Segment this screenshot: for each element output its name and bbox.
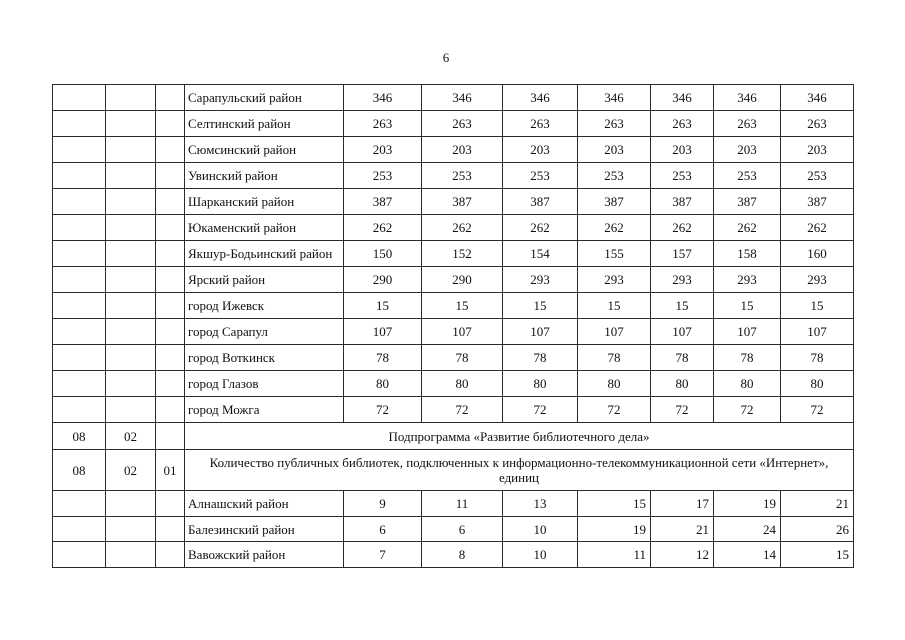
district-rows	[53, 85, 854, 423]
empty-code-cell	[53, 137, 106, 163]
value-cell: 15	[578, 491, 651, 517]
value-cell: 253	[781, 163, 854, 189]
value-cell: 253	[714, 163, 781, 189]
value-cell: 253	[578, 163, 651, 189]
value-cell: 263	[422, 111, 503, 137]
value-cell: 72	[651, 397, 714, 423]
value-cell: 80	[714, 371, 781, 397]
value-cell: 263	[651, 111, 714, 137]
value-cell: 155	[578, 241, 651, 267]
value-cell: 160	[781, 241, 854, 267]
empty-code-cell	[53, 163, 106, 189]
territory-name: Вавожский район	[185, 542, 344, 568]
value-cell: 387	[422, 189, 503, 215]
section-code: 08	[53, 450, 106, 491]
empty-code-cell	[53, 491, 106, 517]
table-row	[53, 491, 854, 517]
value-cell: 150	[344, 241, 422, 267]
table-row	[53, 397, 854, 423]
table-row	[53, 267, 854, 293]
empty-code-cell	[106, 189, 156, 215]
empty-code-cell	[106, 241, 156, 267]
section-code: 08	[53, 423, 106, 450]
empty-code-cell	[156, 397, 185, 423]
table-row	[53, 517, 854, 542]
empty-code-cell	[106, 215, 156, 241]
empty-code-cell	[156, 491, 185, 517]
value-cell: 80	[781, 371, 854, 397]
value-cell: 253	[503, 163, 578, 189]
value-cell: 203	[422, 137, 503, 163]
value-cell: 262	[714, 215, 781, 241]
empty-code-cell	[106, 319, 156, 345]
empty-code-cell	[156, 293, 185, 319]
value-cell: 72	[344, 397, 422, 423]
territory-name: Ярский район	[185, 267, 344, 293]
value-cell: 8	[422, 542, 503, 568]
table-row	[53, 319, 854, 345]
value-cell: 15	[578, 293, 651, 319]
value-cell: 6	[344, 517, 422, 542]
territory-name: Увинский район	[185, 163, 344, 189]
territory-name: Шарканский район	[185, 189, 344, 215]
value-cell: 78	[714, 345, 781, 371]
empty-code-cell	[106, 397, 156, 423]
indicator-value-rows	[53, 491, 854, 568]
value-cell: 346	[503, 85, 578, 111]
empty-code-cell	[53, 542, 106, 568]
territory-name: Сарапульский район	[185, 85, 344, 111]
value-cell: 387	[714, 189, 781, 215]
empty-code-cell	[106, 371, 156, 397]
value-cell: 11	[578, 542, 651, 568]
value-cell: 15	[781, 542, 854, 568]
value-cell: 78	[503, 345, 578, 371]
value-cell: 293	[651, 267, 714, 293]
value-cell: 72	[503, 397, 578, 423]
empty-code-cell	[156, 267, 185, 293]
value-cell: 346	[344, 85, 422, 111]
value-cell: 78	[781, 345, 854, 371]
value-cell: 107	[651, 319, 714, 345]
table-row	[53, 345, 854, 371]
value-cell: 10	[503, 517, 578, 542]
subprogram-section	[53, 423, 854, 491]
empty-code-cell	[53, 517, 106, 542]
indicator-code: 01	[156, 450, 185, 491]
value-cell: 387	[781, 189, 854, 215]
indicator-title	[185, 450, 854, 491]
subprogram-title: Подпрограмма «Развитие библиотечного дела»	[185, 423, 854, 450]
value-cell: 11	[422, 491, 503, 517]
value-cell: 107	[344, 319, 422, 345]
empty-code-cell	[156, 85, 185, 111]
value-cell: 293	[714, 267, 781, 293]
indicator-title-line: Количество публичных библиотек, подключенных к информационно-телекоммуникационной сети «Интернет»,	[209, 455, 829, 470]
value-cell: 154	[503, 241, 578, 267]
table-row	[53, 371, 854, 397]
value-cell: 107	[578, 319, 651, 345]
value-cell: 9	[344, 491, 422, 517]
value-cell: 13	[503, 491, 578, 517]
empty-code-cell	[106, 345, 156, 371]
value-cell: 203	[714, 137, 781, 163]
table-row	[53, 137, 854, 163]
subsection-code: 02	[106, 450, 156, 491]
value-cell: 293	[578, 267, 651, 293]
value-cell: 26	[781, 517, 854, 542]
empty-code-cell	[106, 293, 156, 319]
empty-code-cell	[156, 241, 185, 267]
empty-code-cell	[156, 163, 185, 189]
empty-code-cell	[156, 215, 185, 241]
empty-code-cell	[53, 241, 106, 267]
empty-code-cell	[156, 542, 185, 568]
value-cell: 80	[503, 371, 578, 397]
value-cell: 72	[714, 397, 781, 423]
value-cell: 203	[651, 137, 714, 163]
value-cell: 263	[503, 111, 578, 137]
empty-code-cell	[156, 517, 185, 542]
value-cell: 15	[651, 293, 714, 319]
value-cell: 15	[781, 293, 854, 319]
value-cell: 15	[344, 293, 422, 319]
value-cell: 80	[651, 371, 714, 397]
empty-code-cell	[106, 267, 156, 293]
value-cell: 78	[578, 345, 651, 371]
table-row	[53, 215, 854, 241]
territory-name: город Воткинск	[185, 345, 344, 371]
territory-name: город Ижевск	[185, 293, 344, 319]
empty-code-cell	[53, 345, 106, 371]
empty-code-cell	[106, 517, 156, 542]
territory-name: Алнашский район	[185, 491, 344, 517]
value-cell: 6	[422, 517, 503, 542]
territory-name: Якшур-Бодьинский район	[185, 241, 344, 267]
table-row	[53, 542, 854, 568]
empty-code-cell	[156, 371, 185, 397]
value-cell: 203	[344, 137, 422, 163]
empty-code-cell	[53, 319, 106, 345]
value-cell: 78	[422, 345, 503, 371]
value-cell: 17	[651, 491, 714, 517]
value-cell: 346	[578, 85, 651, 111]
empty-code-cell	[156, 423, 185, 450]
value-cell: 253	[344, 163, 422, 189]
value-cell: 7	[344, 542, 422, 568]
indicator-header-row	[53, 450, 854, 491]
table-row	[53, 189, 854, 215]
value-cell: 262	[578, 215, 651, 241]
subprogram-row	[53, 423, 854, 450]
value-cell: 80	[578, 371, 651, 397]
value-cell: 263	[578, 111, 651, 137]
table-row	[53, 293, 854, 319]
empty-code-cell	[106, 542, 156, 568]
value-cell: 346	[651, 85, 714, 111]
empty-code-cell	[106, 491, 156, 517]
empty-code-cell	[106, 163, 156, 189]
value-cell: 78	[651, 345, 714, 371]
value-cell: 72	[578, 397, 651, 423]
indicator-title-line: единиц	[498, 470, 540, 485]
empty-code-cell	[53, 267, 106, 293]
empty-code-cell	[156, 345, 185, 371]
value-cell: 387	[651, 189, 714, 215]
value-cell: 293	[781, 267, 854, 293]
value-cell: 15	[503, 293, 578, 319]
empty-code-cell	[53, 371, 106, 397]
value-cell: 107	[503, 319, 578, 345]
indicator-table	[52, 84, 854, 568]
value-cell: 80	[344, 371, 422, 397]
value-cell: 290	[344, 267, 422, 293]
value-cell: 262	[651, 215, 714, 241]
value-cell: 157	[651, 241, 714, 267]
territory-name: город Сарапул	[185, 319, 344, 345]
value-cell: 15	[714, 293, 781, 319]
value-cell: 107	[781, 319, 854, 345]
table-row	[53, 111, 854, 137]
territory-name: город Глазов	[185, 371, 344, 397]
value-cell: 72	[422, 397, 503, 423]
value-cell: 290	[422, 267, 503, 293]
page-number: 6	[442, 50, 450, 65]
value-cell: 78	[344, 345, 422, 371]
territory-name: Сюмсинский район	[185, 137, 344, 163]
value-cell: 203	[578, 137, 651, 163]
value-cell: 158	[714, 241, 781, 267]
subsection-code: 02	[106, 423, 156, 450]
value-cell: 19	[578, 517, 651, 542]
empty-code-cell	[53, 293, 106, 319]
empty-code-cell	[53, 111, 106, 137]
empty-code-cell	[53, 85, 106, 111]
value-cell: 72	[781, 397, 854, 423]
empty-code-cell	[106, 137, 156, 163]
empty-code-cell	[156, 189, 185, 215]
territory-name: Юкаменский район	[185, 215, 344, 241]
empty-code-cell	[156, 319, 185, 345]
value-cell: 14	[714, 542, 781, 568]
territory-name: Селтинский район	[185, 111, 344, 137]
value-cell: 387	[503, 189, 578, 215]
value-cell: 19	[714, 491, 781, 517]
empty-code-cell	[53, 215, 106, 241]
table-row	[53, 241, 854, 267]
empty-code-cell	[156, 111, 185, 137]
value-cell: 253	[651, 163, 714, 189]
value-cell: 262	[781, 215, 854, 241]
value-cell: 107	[714, 319, 781, 345]
value-cell: 152	[422, 241, 503, 267]
value-cell: 263	[714, 111, 781, 137]
value-cell: 203	[781, 137, 854, 163]
value-cell: 15	[422, 293, 503, 319]
value-cell: 262	[344, 215, 422, 241]
empty-code-cell	[53, 397, 106, 423]
empty-code-cell	[106, 111, 156, 137]
value-cell: 107	[422, 319, 503, 345]
territory-name: Балезинский район	[185, 517, 344, 542]
territory-name: город Можга	[185, 397, 344, 423]
value-cell: 10	[503, 542, 578, 568]
table-row	[53, 163, 854, 189]
value-cell: 346	[714, 85, 781, 111]
value-cell: 80	[422, 371, 503, 397]
value-cell: 203	[503, 137, 578, 163]
value-cell: 262	[422, 215, 503, 241]
value-cell: 24	[714, 517, 781, 542]
value-cell: 263	[781, 111, 854, 137]
value-cell: 12	[651, 542, 714, 568]
value-cell: 346	[422, 85, 503, 111]
value-cell: 21	[651, 517, 714, 542]
table-row	[53, 85, 854, 111]
value-cell: 387	[344, 189, 422, 215]
value-cell: 263	[344, 111, 422, 137]
value-cell: 387	[578, 189, 651, 215]
value-cell: 293	[503, 267, 578, 293]
value-cell: 21	[781, 491, 854, 517]
empty-code-cell	[156, 137, 185, 163]
empty-code-cell	[106, 85, 156, 111]
value-cell: 346	[781, 85, 854, 111]
value-cell: 262	[503, 215, 578, 241]
empty-code-cell	[53, 189, 106, 215]
value-cell: 253	[422, 163, 503, 189]
